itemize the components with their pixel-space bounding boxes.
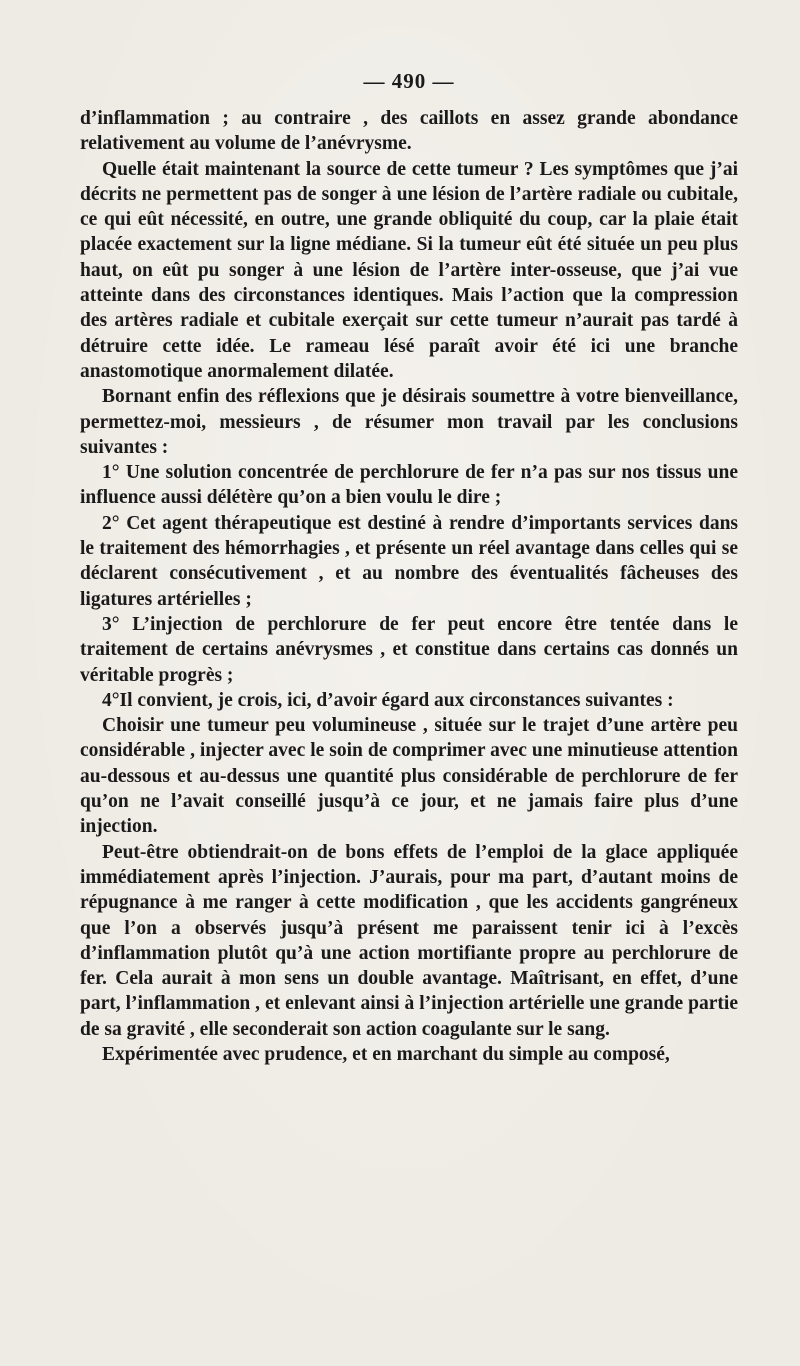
paragraph-choose-tumor: Choisir une tumeur peu volumineuse , située sur le trajet d’une artère peu considérable , injecter avec le soin de comprimer avec une minutieuse attention au-dessous et au-dessus une quantité plus considérable de perchlorure de fer qu’on ne l’avait conseillé jusqu’à ce jour, et ne jamais faire plus d’une injection. <box>80 715 738 838</box>
paragraph-final: Expérimentée avec prudence, et en marchant du simple au composé, <box>102 1043 670 1065</box>
conclusion-2: 2° Cet agent thérapeutique est destiné à rendre d’importants services dans le traitement des hémorrhagies , et présente un réel avantage dans celles qui se déclarent consécutivement , et au nombre des éventualités fâcheuses des ligatures artérielles ; <box>80 512 738 610</box>
conclusion-1: 1° Une solution concentrée de perchlorure de fer n’a pas sur nos tissus une influence aussi délétère qu’on a bien voulu le dire ; <box>80 462 738 509</box>
conclusion-3: 3° L’injection de perchlorure de fer peut encore être tentée dans le traitement de certains anévrysmes , et constitue dans certains cas donnés un véritable progrès ; <box>80 613 738 686</box>
body-text <box>80 106 738 1067</box>
paragraph-tumor-source: Quelle était maintenant la source de cette tumeur ? Les symptômes que j’ai décrits ne permettent pas de songer à une lésion de l’artère radiale ou cubitale, ce qui eût nécessité, en outre, une grande obliquité du coup, car la plaie était placée exactement sur la ligne médiane. Si la tumeur eût été située un peu plus haut, on eût pu songer à une lésion de l’artère inter-osseuse, que j’ai vue atteinte dans des circonstances identiques. Mais l’action que la compression des artères radiale et cubitale exerçait sur cette tumeur n’aurait pas tardé à détruire cette idée. Le rameau lésé paraît avoir été ici une branche anastomotique anormalement dilatée. <box>80 158 738 382</box>
conclusion-4: 4°Il convient, je crois, ici, d’avoir égard aux circonstances suivantes : <box>102 689 674 711</box>
paragraph-continuation: d’inflammation ; au contraire , des caillots en assez grande abondance relativement au volume de l’anévrysme. <box>80 108 738 155</box>
page-number: — 490 — <box>363 69 455 93</box>
paragraph-conclusions-intro: Bornant enfin des réflexions que je désirais soumettre à votre bienveillance, permettez-moi, messieurs , de résumer mon travail par les conclusions suivantes : <box>80 386 738 458</box>
paragraph-ice-application: Peut-être obtiendrait-on de bons effets de l’emploi de la glace appliquée immédiatement après l’injection. J’aurais, pour ma part, d’autant moins de répugnance à me ranger à cette modification , que les accidents gangréneux que l’on a observés jusqu’à présent me paraissent tenir ici à l’excès d’inflammation plutôt qu’à une action mortifiante propre au perchlorure de fer. Cela aurait à mon sens un double avantage. Maîtrisant, en effet, d’une part, l’inflammation , et enlevant ainsi à l’injection artérielle une grande partie de sa gravité , elle seconderait son action coagulante sur le sang. <box>80 841 738 1040</box>
